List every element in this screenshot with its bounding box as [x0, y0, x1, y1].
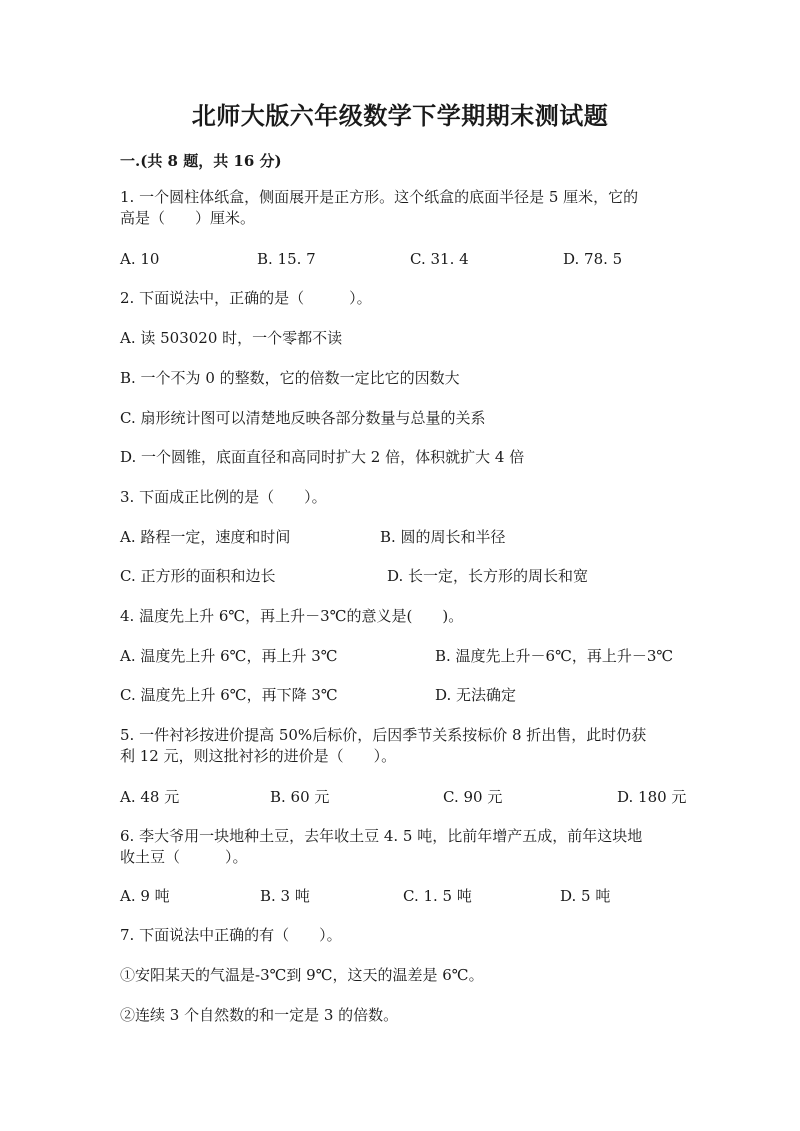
question-3-option-a: A. 路程一定，速度和时间 — [120, 528, 291, 546]
question-1-option-a: A. 10 — [120, 250, 160, 268]
question-5-option-c: C. 90 元 — [443, 788, 503, 806]
question-4-option-d: D. 无法确定 — [435, 686, 517, 704]
question-5-option-b: B. 60 元 — [270, 788, 330, 806]
question-4-option-b: B. 温度先上升－6℃，再上升－3℃ — [435, 647, 674, 665]
section-heading: 一.(共 8 题，共 16 分) — [120, 152, 282, 170]
question-1-line-1: 1. 一个圆柱体纸盒，侧面展开是正方形。这个纸盒的底面半径是 5 厘米，它的 — [120, 188, 639, 206]
question-5-option-a: A. 48 元 — [120, 788, 180, 806]
question-2-line-1: 2. 下面说法中，正确的是（ ）。 — [120, 289, 372, 307]
question-5-line-1: 5. 一件衬衫按进价提高 50%后标价，后因季节关系按标价 8 折出售，此时仍获 — [120, 726, 647, 744]
question-4-line-1: 4. 温度先上升 6℃，再上升－3℃的意义是( )。 — [120, 607, 464, 625]
question-2-option-b: B. 一个不为 0 的整数，它的倍数一定比它的因数大 — [120, 369, 460, 387]
question-4-option-a: A. 温度先上升 6℃，再上升 3℃ — [120, 647, 338, 665]
question-2-option-d: D. 一个圆锥，底面直径和高同时扩大 2 倍，体积就扩大 4 倍 — [120, 448, 525, 466]
question-3-option-c: C. 正方形的面积和边长 — [120, 567, 276, 585]
question-5-line-2: 利 12 元，则这批衬衫的进价是（ ）。 — [120, 747, 397, 765]
question-1-option-b: B. 15. 7 — [257, 250, 316, 268]
question-3-line-1: 3. 下面成正比例的是（ ）。 — [120, 488, 327, 506]
question-6-option-d: D. 5 吨 — [560, 887, 611, 905]
question-1-option-c: C. 31. 4 — [410, 250, 469, 268]
question-6-option-b: B. 3 吨 — [260, 887, 310, 905]
question-1-line-2: 高是（ ）厘米。 — [120, 209, 256, 227]
question-6-option-a: A. 9 吨 — [120, 887, 170, 905]
page-title: 北师大版六年级数学下学期期末测试题 — [191, 101, 609, 130]
question-7-line-1: 7. 下面说法中正确的有（ ）。 — [120, 926, 342, 944]
question-2-option-a: A. 读 503020 时，一个零都不读 — [120, 329, 343, 347]
question-6-line-1: 6. 李大爷用一块地种土豆，去年收土豆 4. 5 吨，比前年增产五成，前年这块地 — [120, 827, 643, 845]
question-7-statement-1: ①安阳某天的气温是-3℃到 9℃，这天的温差是 6℃。 — [120, 966, 484, 984]
question-2-option-c: C. 扇形统计图可以清楚地反映各部分数量与总量的关系 — [120, 409, 486, 427]
question-5-option-d: D. 180 元 — [617, 788, 687, 806]
question-1-option-d: D. 78. 5 — [563, 250, 623, 268]
question-6-option-c: C. 1. 5 吨 — [403, 887, 472, 905]
question-7-statement-2: ②连续 3 个自然数的和一定是 3 的倍数。 — [120, 1006, 399, 1024]
question-3-option-b: B. 圆的周长和半径 — [380, 528, 506, 546]
question-4-option-c: C. 温度先上升 6℃，再下降 3℃ — [120, 686, 338, 704]
question-6-line-2: 收土豆（ ）。 — [120, 848, 248, 866]
question-3-option-d: D. 长一定，长方形的周长和宽 — [387, 567, 589, 585]
